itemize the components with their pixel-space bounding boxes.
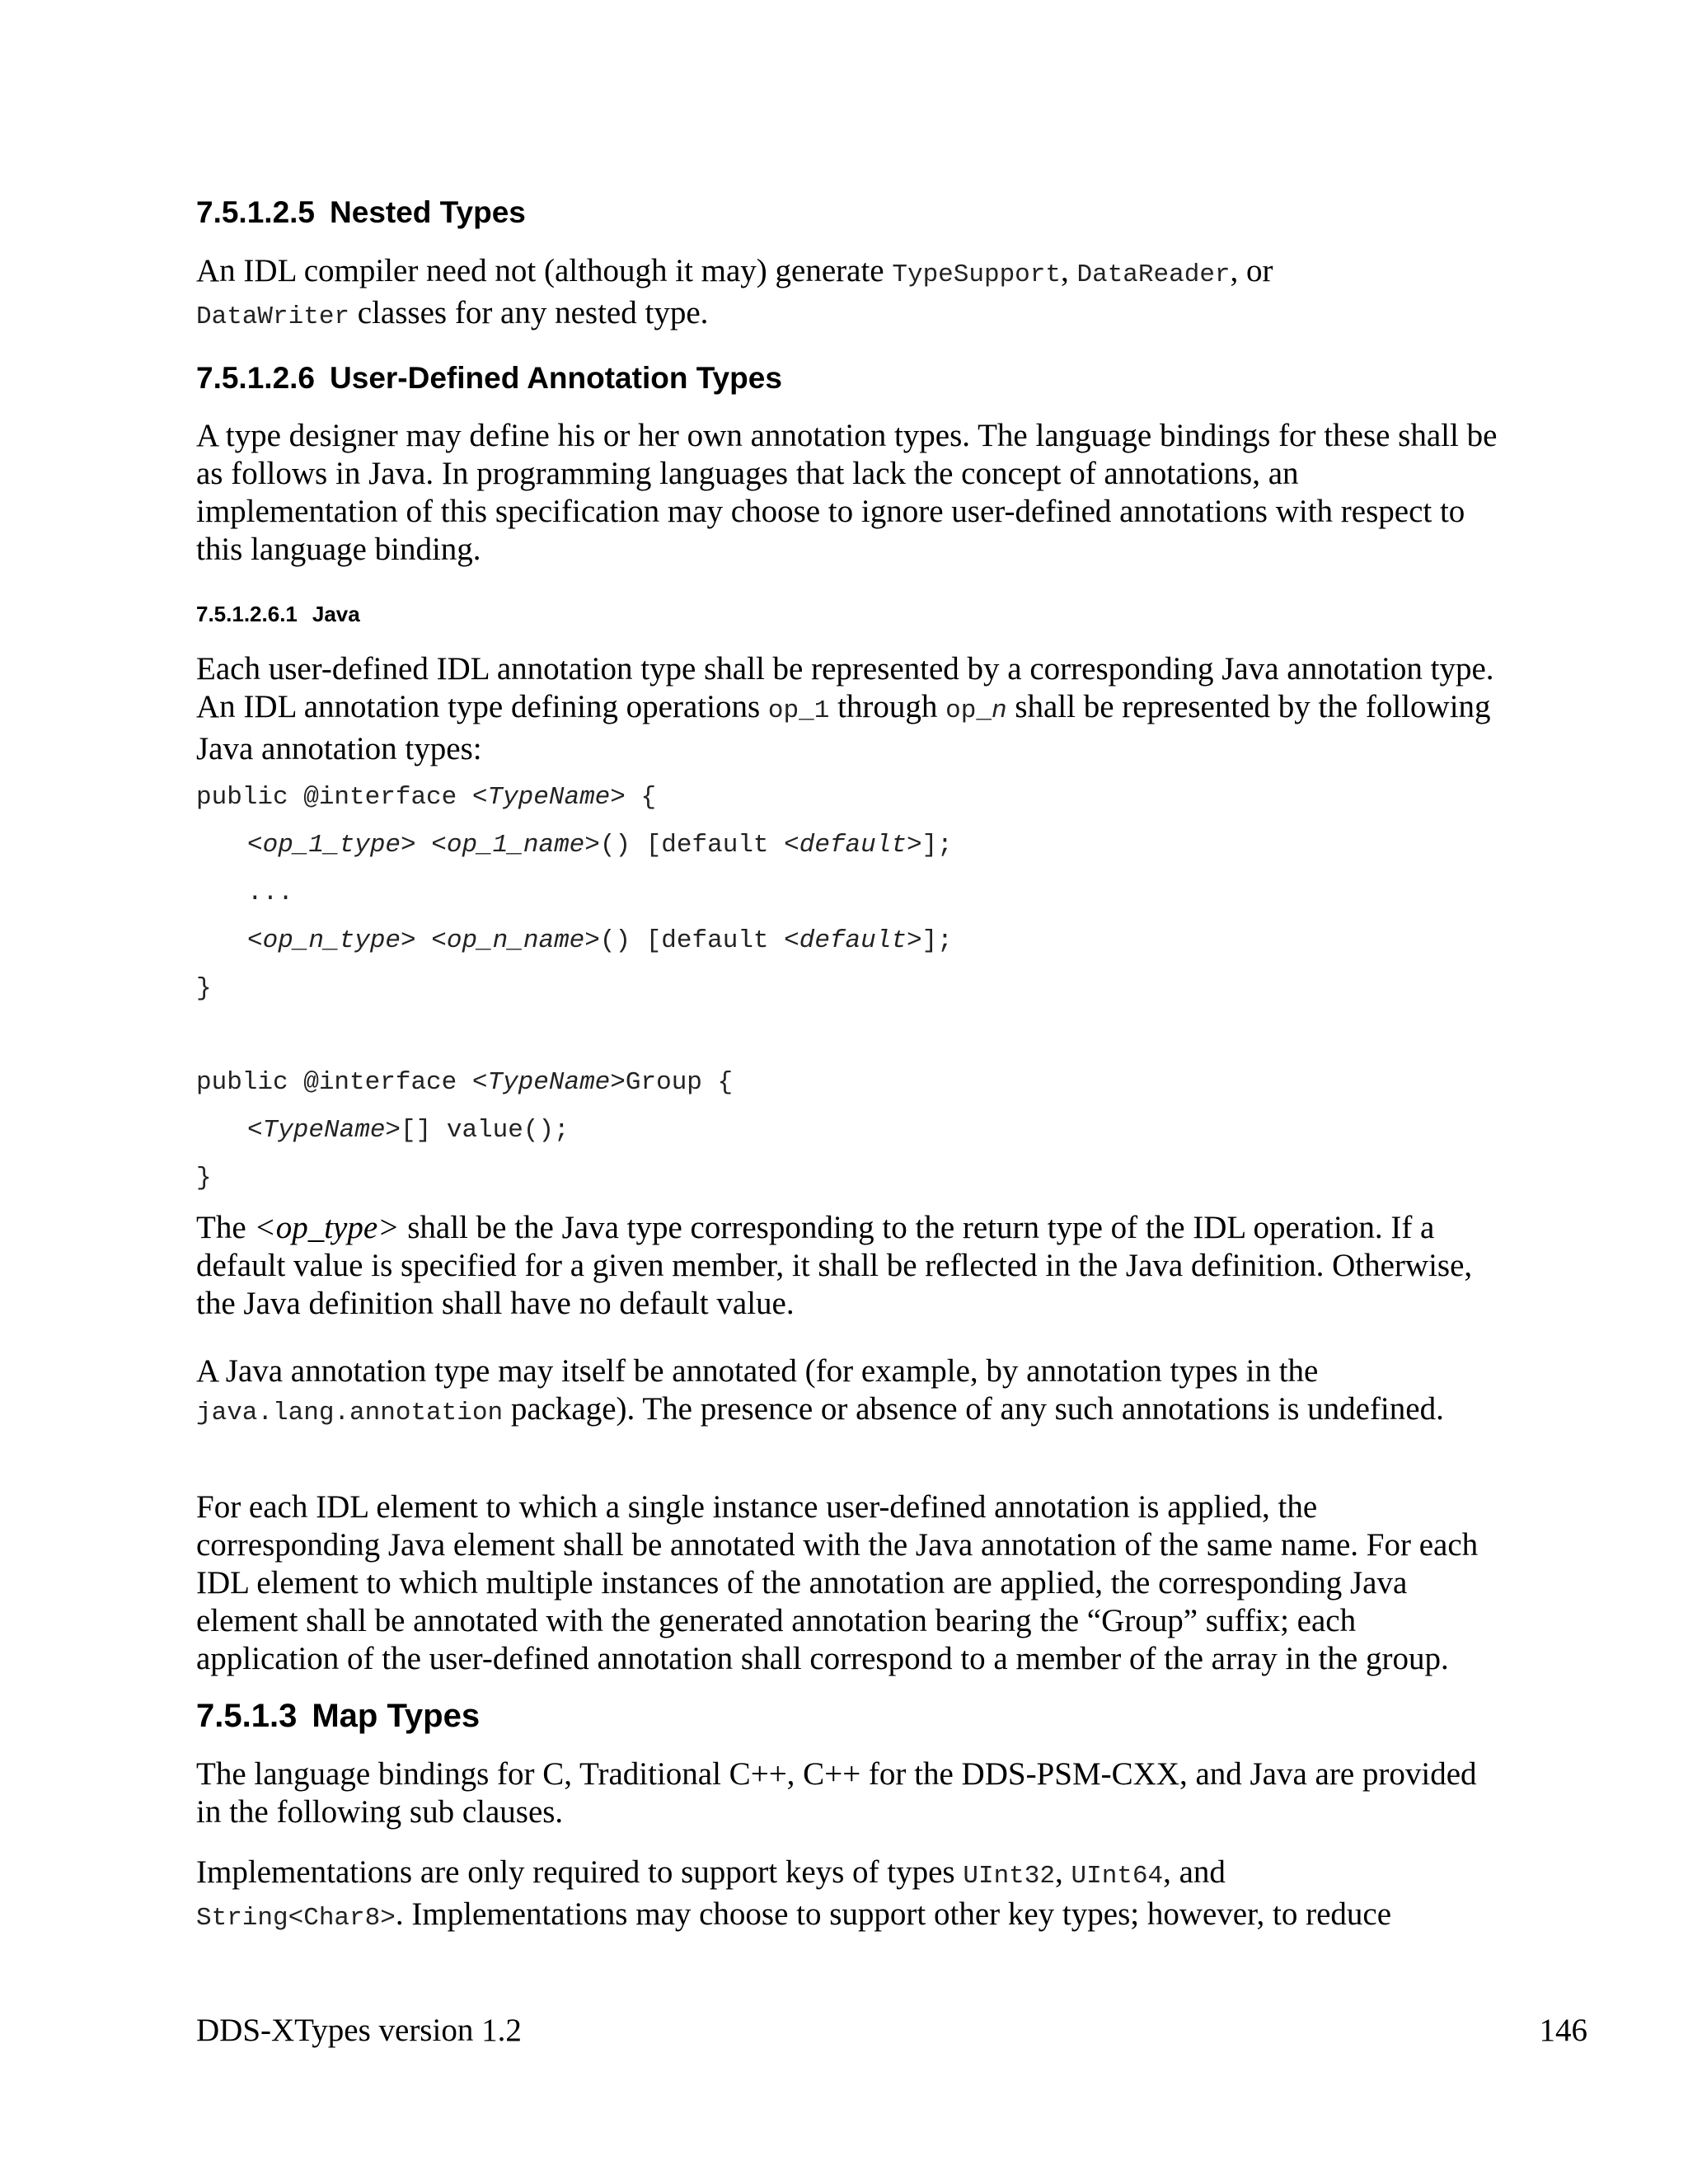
heading-user-defined-annotation-types [196,360,1498,396]
text: , and [1163,1854,1226,1890]
text: Implementations are only required to support keys of types [196,1854,964,1890]
paragraph-nested-types [196,252,1498,336]
heading-map-types [196,1696,1498,1736]
footer-document-title: DDS-XTypes version 1.2 [196,2013,522,2048]
code-string-char8: String<Char8> [196,1904,396,1933]
paragraph-annotation-types: A type designer may define his or her own annotation types. The language bindings for these shall be as follows in Java. In programming languages that lack the concept of annotations, an implementation of this specification may choose to ignore user-defined annotations with respect to this language binding. [196,418,1498,567]
text: A Java annotation type may itself be annotated (for example, by annotation types in the [196,1353,1319,1389]
code-line: } [196,974,212,1003]
text: An IDL compiler need not (although it may) generate [196,253,893,288]
text: , [1061,253,1077,288]
heading-number: 7.5.1.3 [196,1698,298,1734]
paragraph-map-bindings: The language bindings for C, Traditional C++, C++ for the DDS-PSM-CXX, and Java are provided in the following sub clauses. [196,1756,1477,1830]
heading-nested-types [196,194,1498,231]
heading-title: Java [312,602,360,626]
code-line: ... [247,879,293,907]
text: shall be the Java type corresponding to the return type of the IDL operation. If a default value is specified for a given member, it shall be reflected in the Java definition. Otherwise, the Java definition shall have no default value. [196,1210,1473,1321]
code-line: <op_1_type> <op_1_name>() [default <default>]; [247,831,953,860]
text: n [991,696,1007,725]
code-datawriter: DataWriter [196,302,350,331]
heading-title: User-Defined Annotation Types [330,361,782,395]
code-line: public @interface <TypeName>Group { [196,1068,734,1097]
code-line: <op_n_type> <op_n_name>() [default <default>]; [247,926,953,955]
text: package). The presence or absence of any such annotations is undefined. [503,1391,1444,1427]
code-op-1: op_1 [767,696,830,725]
text: Each user-defined IDL annotation type shall be represented by a corresponding Java annotation type. An IDL annotation type defining operations [196,651,1494,724]
heading-title: Nested Types [330,195,526,229]
code-typesupport: TypeSupport [892,260,1061,289]
code-java-lang-annotation: java.lang.annotation [196,1399,504,1427]
heading-title: Map Types [312,1698,481,1734]
text: The [196,1210,255,1245]
footer-page-number: 146 [1539,2013,1587,2048]
heading-number: 7.5.1.2.5 [196,195,316,229]
text: . Implementations may choose to support other key types; however, to reduce [395,1896,1392,1932]
text: op_ [945,696,992,725]
paragraph-idl-element: For each IDL element to which a single instance user-defined annotation is applied, the corresponding Java element shall be annotated with the Java annotation of the same name. For each IDL element to which multiple instances of the annotation are applied, the corresponding Java element shall be annotated with the generated annotation bearing the “Group” suffix; each application of the user-defined annotation shall correspond to a member of the array in the group. [196,1489,1479,1676]
paragraph-java-annotation [196,650,1498,768]
code-line: public @interface <TypeName> { [196,783,657,812]
text: through [829,689,946,724]
text: shall be represented by the following Java annotation types: [196,689,1491,766]
paragraph-java-annotated [196,1352,1498,1432]
code-line: <TypeName>[] value(); [247,1116,570,1145]
paragraph-op-type [196,1209,1498,1323]
code-uint32: UInt32 [963,1862,1055,1891]
text: <op_type> [254,1210,400,1245]
heading-number: 7.5.1.2.6 [196,361,316,395]
heading-java [196,601,1498,627]
code-line: } [196,1164,212,1193]
text: , or [1230,253,1273,288]
paragraph-map-keys [196,1854,1498,1938]
code-datareader: DataReader [1076,260,1231,289]
code-op-n [945,696,1006,725]
text: classes for any nested type. [349,295,709,330]
text: , [1055,1854,1071,1890]
heading-number: 7.5.1.2.6.1 [196,602,298,626]
code-uint64: UInt64 [1071,1862,1164,1891]
